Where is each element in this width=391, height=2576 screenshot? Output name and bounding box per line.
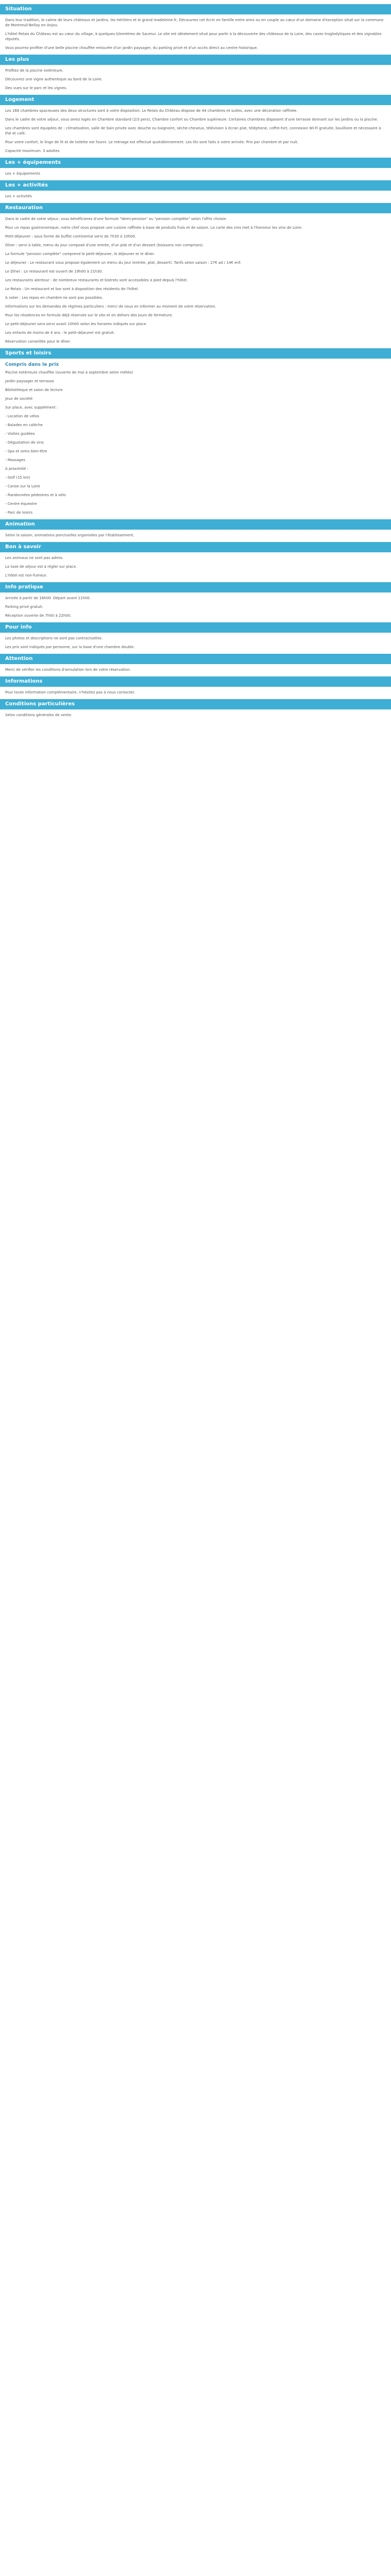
paragraph: Jardin paysager et terrasse <box>5 379 54 383</box>
paragraph: Les + équipements <box>5 172 40 176</box>
section-title: Logement <box>0 95 391 105</box>
paragraph: L'hôtel est non-fumeur. <box>5 573 47 578</box>
paragraph: Réservation conseillée pour le dîner. <box>5 340 71 344</box>
paragraph: Selon conditions générales de vente. <box>5 713 72 717</box>
paragraph: Dans le cadre de votre séjour, vous serez logés en Chambre standard (2/3 pers), Chambre confort ou Chambre supérieure. Certaines chambres disposent d'une terrasse donnant sur les jardins ou la piscine. <box>5 117 379 122</box>
paragraph: Les restaurants alentour : de nombreux restaurants et bistrots sont accessibles à pied depuis l'hôtel. <box>5 278 188 282</box>
paragraph: Pour un repas gastronomique, notre chef vous propose une cuisine raffinée à base de produits frais et de saison. La carte des vins met à l'honneur les vins de Loire. <box>5 226 303 230</box>
paragraph: Dîner : servi à table, menu du jour composé d'une entrée, d'un plat et d'un dessert (boissons non comprises). <box>5 243 204 247</box>
paragraph: Dans leur tradition, le calme de leurs châteaux et jardins, les héritiers et le grand madeleine.fr, Découvrez cet écrin en famille entre amis ou en couple au cœur d'un domaine d'exception situé sur la commune de Montreuil-Bellay en Anjou. <box>5 18 384 27</box>
paragraph: - Randonnées pédestres et à vélo <box>5 493 66 497</box>
section-info-pratique <box>0 582 391 618</box>
paragraph: Vous pourrez profiter d'une belle piscine chauffée entourée d'un jardin paysager, du parking privé et d'un accès direct au centre historique. <box>5 46 258 50</box>
section-title: Situation <box>0 4 391 14</box>
paragraph: À proximité : <box>5 467 28 471</box>
paragraph: - Canoe sur la Loire <box>5 484 40 488</box>
paragraph: Le Relais : Un restaurant et bar sont à disposition des résidents de l'hôtel. <box>5 287 139 291</box>
paragraph: Les photos et descriptions ne sont pas contractuelles. <box>5 636 103 640</box>
section-title: Les plus <box>0 55 391 65</box>
paragraph: Piscine extérieure chauffée (ouverte de mai à septembre selon météo) <box>5 370 134 375</box>
section-title: Attention <box>0 654 391 664</box>
section-title: Pour info <box>0 622 391 633</box>
paragraph: Jeux de société <box>5 397 33 401</box>
section-title: Sports et loisirs <box>0 348 391 359</box>
section-logement <box>0 95 391 154</box>
section-attention <box>0 654 391 672</box>
paragraph: - Parc de loisirs <box>5 511 33 515</box>
paragraph: Sur place, avec supplément : <box>5 405 58 410</box>
paragraph: Les chambres sont équipées de : climatisation, salle de bain privée avec douche ou baignoire, sèche-cheveux, télévision à écran plat, téléphone, coffre-fort, connexion Wi-Fi gratuite, bouilloire et nécessaire à thé et café. <box>5 126 381 135</box>
paragraph: - Massages <box>5 458 26 462</box>
section-title: Informations <box>0 676 391 687</box>
paragraph: - Dégustation de vins <box>5 440 44 445</box>
paragraph: Parking privé gratuit. <box>5 605 43 609</box>
paragraph: Arrivée à partir de 16h00. Départ avant 11h00. <box>5 596 91 600</box>
paragraph: Informations sur les demandes de régimes particuliers : merci de nous en informer au moment de votre réservation. <box>5 304 216 309</box>
subsection-title: Compris dans le prix <box>5 362 59 367</box>
paragraph: - Golf (15 km) <box>5 476 30 480</box>
paragraph: Les prix sont indiqués par personne, sur la base d'une chambre double. <box>5 645 135 649</box>
paragraph: Des vues sur le parc et les vignes. <box>5 86 68 90</box>
paragraph: Dans le cadre de votre séjour, vous bénéficierez d'une formule "demi-pension" ou "pension complète" selon l'offre choisie. <box>5 217 227 221</box>
paragraph: Le Dîner : Le restaurant est ouvert de 19h00 à 21h30. <box>5 269 103 274</box>
paragraph: Pour les résidences en formule déjà réservée sur le site et en dehors des jours de fermeture. <box>5 313 173 317</box>
section-animation <box>0 519 391 538</box>
section-conditions <box>0 699 391 718</box>
section-title: Les + activités <box>0 180 391 191</box>
section-pour-info <box>0 622 391 650</box>
section-equipements <box>0 158 391 176</box>
paragraph: Selon la saison, animations ponctuelles organisées par l'établissement. <box>5 533 135 537</box>
section-restauration <box>0 203 391 344</box>
paragraph: Bibliothèque et salon de lecture <box>5 388 63 392</box>
section-situation <box>0 4 391 50</box>
paragraph: Les 166 chambres spacieuses des deux structures sont à votre disposition. Le Relais du Château dispose de 44 chambres et suites, avec une décoration raffinée. <box>5 109 298 113</box>
paragraph: Réception ouverte de 7h00 à 22h00. <box>5 614 72 618</box>
paragraph: Capacité maximum: 3 adultes <box>5 149 60 153</box>
section-title: Bon à savoir <box>0 542 391 552</box>
paragraph: - Centre équestre <box>5 502 37 506</box>
section-title: Restauration <box>0 203 391 213</box>
paragraph: L'hôtel Relais du Château est au cœur du village, à quelques kilomètres de Saumur. Le site est idéalement situé pour partir à la découverte des châteaux de la Loire, des caves troglodytiques et des vignobles réputés. <box>5 32 382 41</box>
paragraph: Découvrez une vigne authentique au bord de la Loire. <box>5 77 103 81</box>
section-title: Les + équipements <box>0 158 391 168</box>
paragraph: - Visites guidées <box>5 432 35 436</box>
paragraph: Les enfants de moins de 4 ans : le petit-déjeuner est gratuit. <box>5 331 115 335</box>
section-title: Conditions particulières <box>0 699 391 709</box>
section-bon-a-savoir <box>0 542 391 578</box>
section-plus <box>0 55 391 91</box>
paragraph: Profitez de la piscine extérieure. <box>5 69 63 73</box>
paragraph: Le déjeuner : Le restaurant vous propose également un menu du jour (entrée, plat, dessert). Tarifs selon saison : 27€ ad / 14€ enf. <box>5 261 241 265</box>
paragraph: Merci de vérifier les conditions d'annulation lors de votre réservation. <box>5 668 131 672</box>
section-sports <box>0 348 391 515</box>
paragraph: - Location de vélos <box>5 414 39 418</box>
section-activites <box>0 180 391 199</box>
section-title: Info pratique <box>0 582 391 592</box>
paragraph: - Spa et soins bien-être <box>5 449 47 453</box>
paragraph: Pour toute information complémentaire, n'hésitez pas à nous contacter. <box>5 690 135 694</box>
paragraph: - Balades en calèche <box>5 423 43 427</box>
paragraph: Petit-déjeuner : sous forme de buffet continental servi de 7h30 à 10h00. <box>5 234 136 239</box>
paragraph: Le petit-déjeuner sera servi avant 10h00 selon les horaires indiqués sur place. <box>5 322 148 326</box>
section-informations <box>0 676 391 695</box>
paragraph: À noter : Les repas en chambre ne sont pas possibles. <box>5 296 103 300</box>
paragraph: Pour votre confort, le linge de lit et de toilette est fourni. Le ménage est effectué quotidiennement. Les lits sont faits à votre arrivée. Prix par chambre et par nuit. <box>5 140 299 144</box>
paragraph: La taxe de séjour est à régler sur place. <box>5 565 77 569</box>
paragraph: La formule "pension complète" comprend le petit-déjeuner, le déjeuner et le dîner. <box>5 252 155 256</box>
paragraph: Les + activités <box>5 194 32 198</box>
paragraph: Les animaux ne sont pas admis. <box>5 556 63 560</box>
section-title: Animation <box>0 519 391 530</box>
